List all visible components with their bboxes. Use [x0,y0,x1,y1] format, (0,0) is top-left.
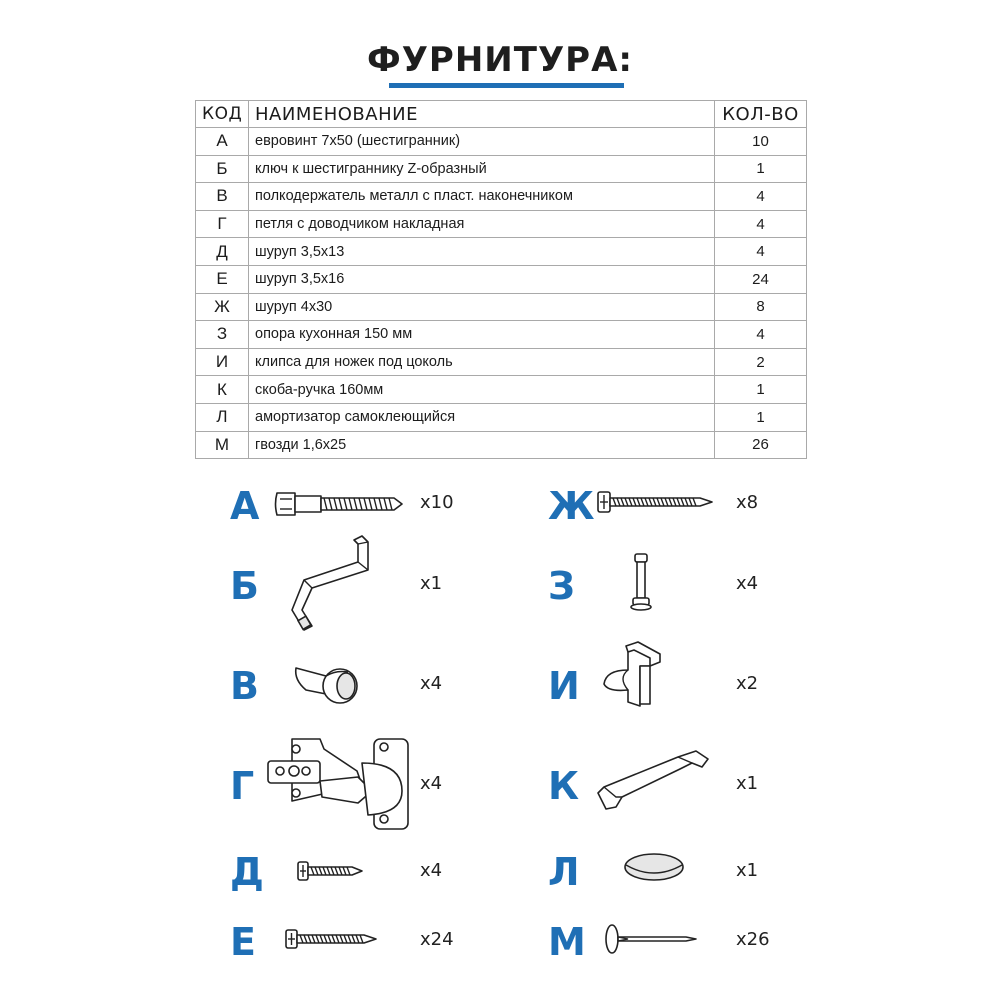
cell-code: Ж [196,293,249,321]
cell-name: полкодержатель металл с пласт. наконечником [249,183,715,211]
cell-name: амортизатор самоклеющийся [249,403,715,431]
part-qty-k: x1 [736,773,759,794]
header-qty: КОЛ-ВО [715,101,807,128]
part-letter-a: А [230,484,260,528]
part-qty-f: x24 [420,929,454,950]
cell-name: шуруп 4х30 [249,293,715,321]
cell-name: ключ к шестиграннику Z-образный [249,155,715,183]
cell-code: Д [196,238,249,266]
part-letter-b: Б [230,564,259,608]
cell-qty: 4 [715,183,807,211]
part-letter-i: И [548,664,580,708]
cell-name: скоба-ручка 160мм [249,376,715,404]
screw-icon [284,926,379,957]
part-letter-m: М [548,920,586,964]
hinge-icon [262,733,412,838]
part-letter-zh: Ж [548,484,595,528]
cell-code: Е [196,265,249,293]
part-qty-l: x1 [736,860,759,881]
cell-name: шуруп 3,5х13 [249,238,715,266]
cell-code: З [196,321,249,349]
short-screw-icon [296,858,366,889]
page-title: ФУРНИТУРА: [367,40,633,80]
handle-icon [594,745,714,820]
cell-qty: 4 [715,210,807,238]
cell-code: К [196,376,249,404]
shelf-support-icon [290,660,370,713]
cell-code: Б [196,155,249,183]
cell-qty: 1 [715,155,807,183]
part-qty-i: x2 [736,673,759,694]
part-letter-f: Е [230,920,256,964]
header-name: НАИМЕНОВАНИЕ [249,101,715,128]
cell-qty: 1 [715,403,807,431]
kitchen-leg-icon [624,552,658,617]
cell-qty: 2 [715,348,807,376]
cell-qty: 24 [715,265,807,293]
part-qty-b: x1 [420,573,443,594]
cell-qty: 10 [715,128,807,156]
part-qty-m: x26 [736,929,770,950]
header-code: КОД [196,101,249,128]
cell-code: Г [196,210,249,238]
part-qty-d: x4 [420,773,443,794]
part-letter-d: Г [230,764,255,808]
euro-screw-icon [272,487,407,526]
long-screw-icon [596,488,716,521]
cell-name: шуруп 3,5х16 [249,265,715,293]
cell-name: евровинт 7х50 (шестигранник) [249,128,715,156]
part-letter-e: Д [230,850,264,894]
cell-code: А [196,128,249,156]
cell-name: клипса для ножек под цоколь [249,348,715,376]
cell-name: опора кухонная 150 мм [249,321,715,349]
part-qty-z: x4 [736,573,759,594]
plinth-clip-icon [598,640,668,717]
cell-qty: 8 [715,293,807,321]
cell-qty: 4 [715,238,807,266]
part-qty-e: x4 [420,860,443,881]
cell-code: М [196,431,249,459]
bumper-pad-icon [622,851,686,888]
cell-code: И [196,348,249,376]
cell-qty: 26 [715,431,807,459]
cell-qty: 1 [715,376,807,404]
part-letter-c: В [230,664,259,708]
part-qty-c: x4 [420,673,443,694]
cell-qty: 4 [715,321,807,349]
cell-code: В [196,183,249,211]
cell-code: Л [196,403,249,431]
part-qty-a: x10 [420,492,454,513]
part-letter-l: Л [548,850,580,894]
part-qty-zh: x8 [736,492,759,513]
part-letter-z: З [548,564,575,608]
hex-key-icon [272,530,392,640]
part-letter-k: К [548,764,580,808]
cell-name: гвозди 1,6х25 [249,431,715,459]
nail-icon [604,922,700,961]
cell-name: петля с доводчиком накладная [249,210,715,238]
